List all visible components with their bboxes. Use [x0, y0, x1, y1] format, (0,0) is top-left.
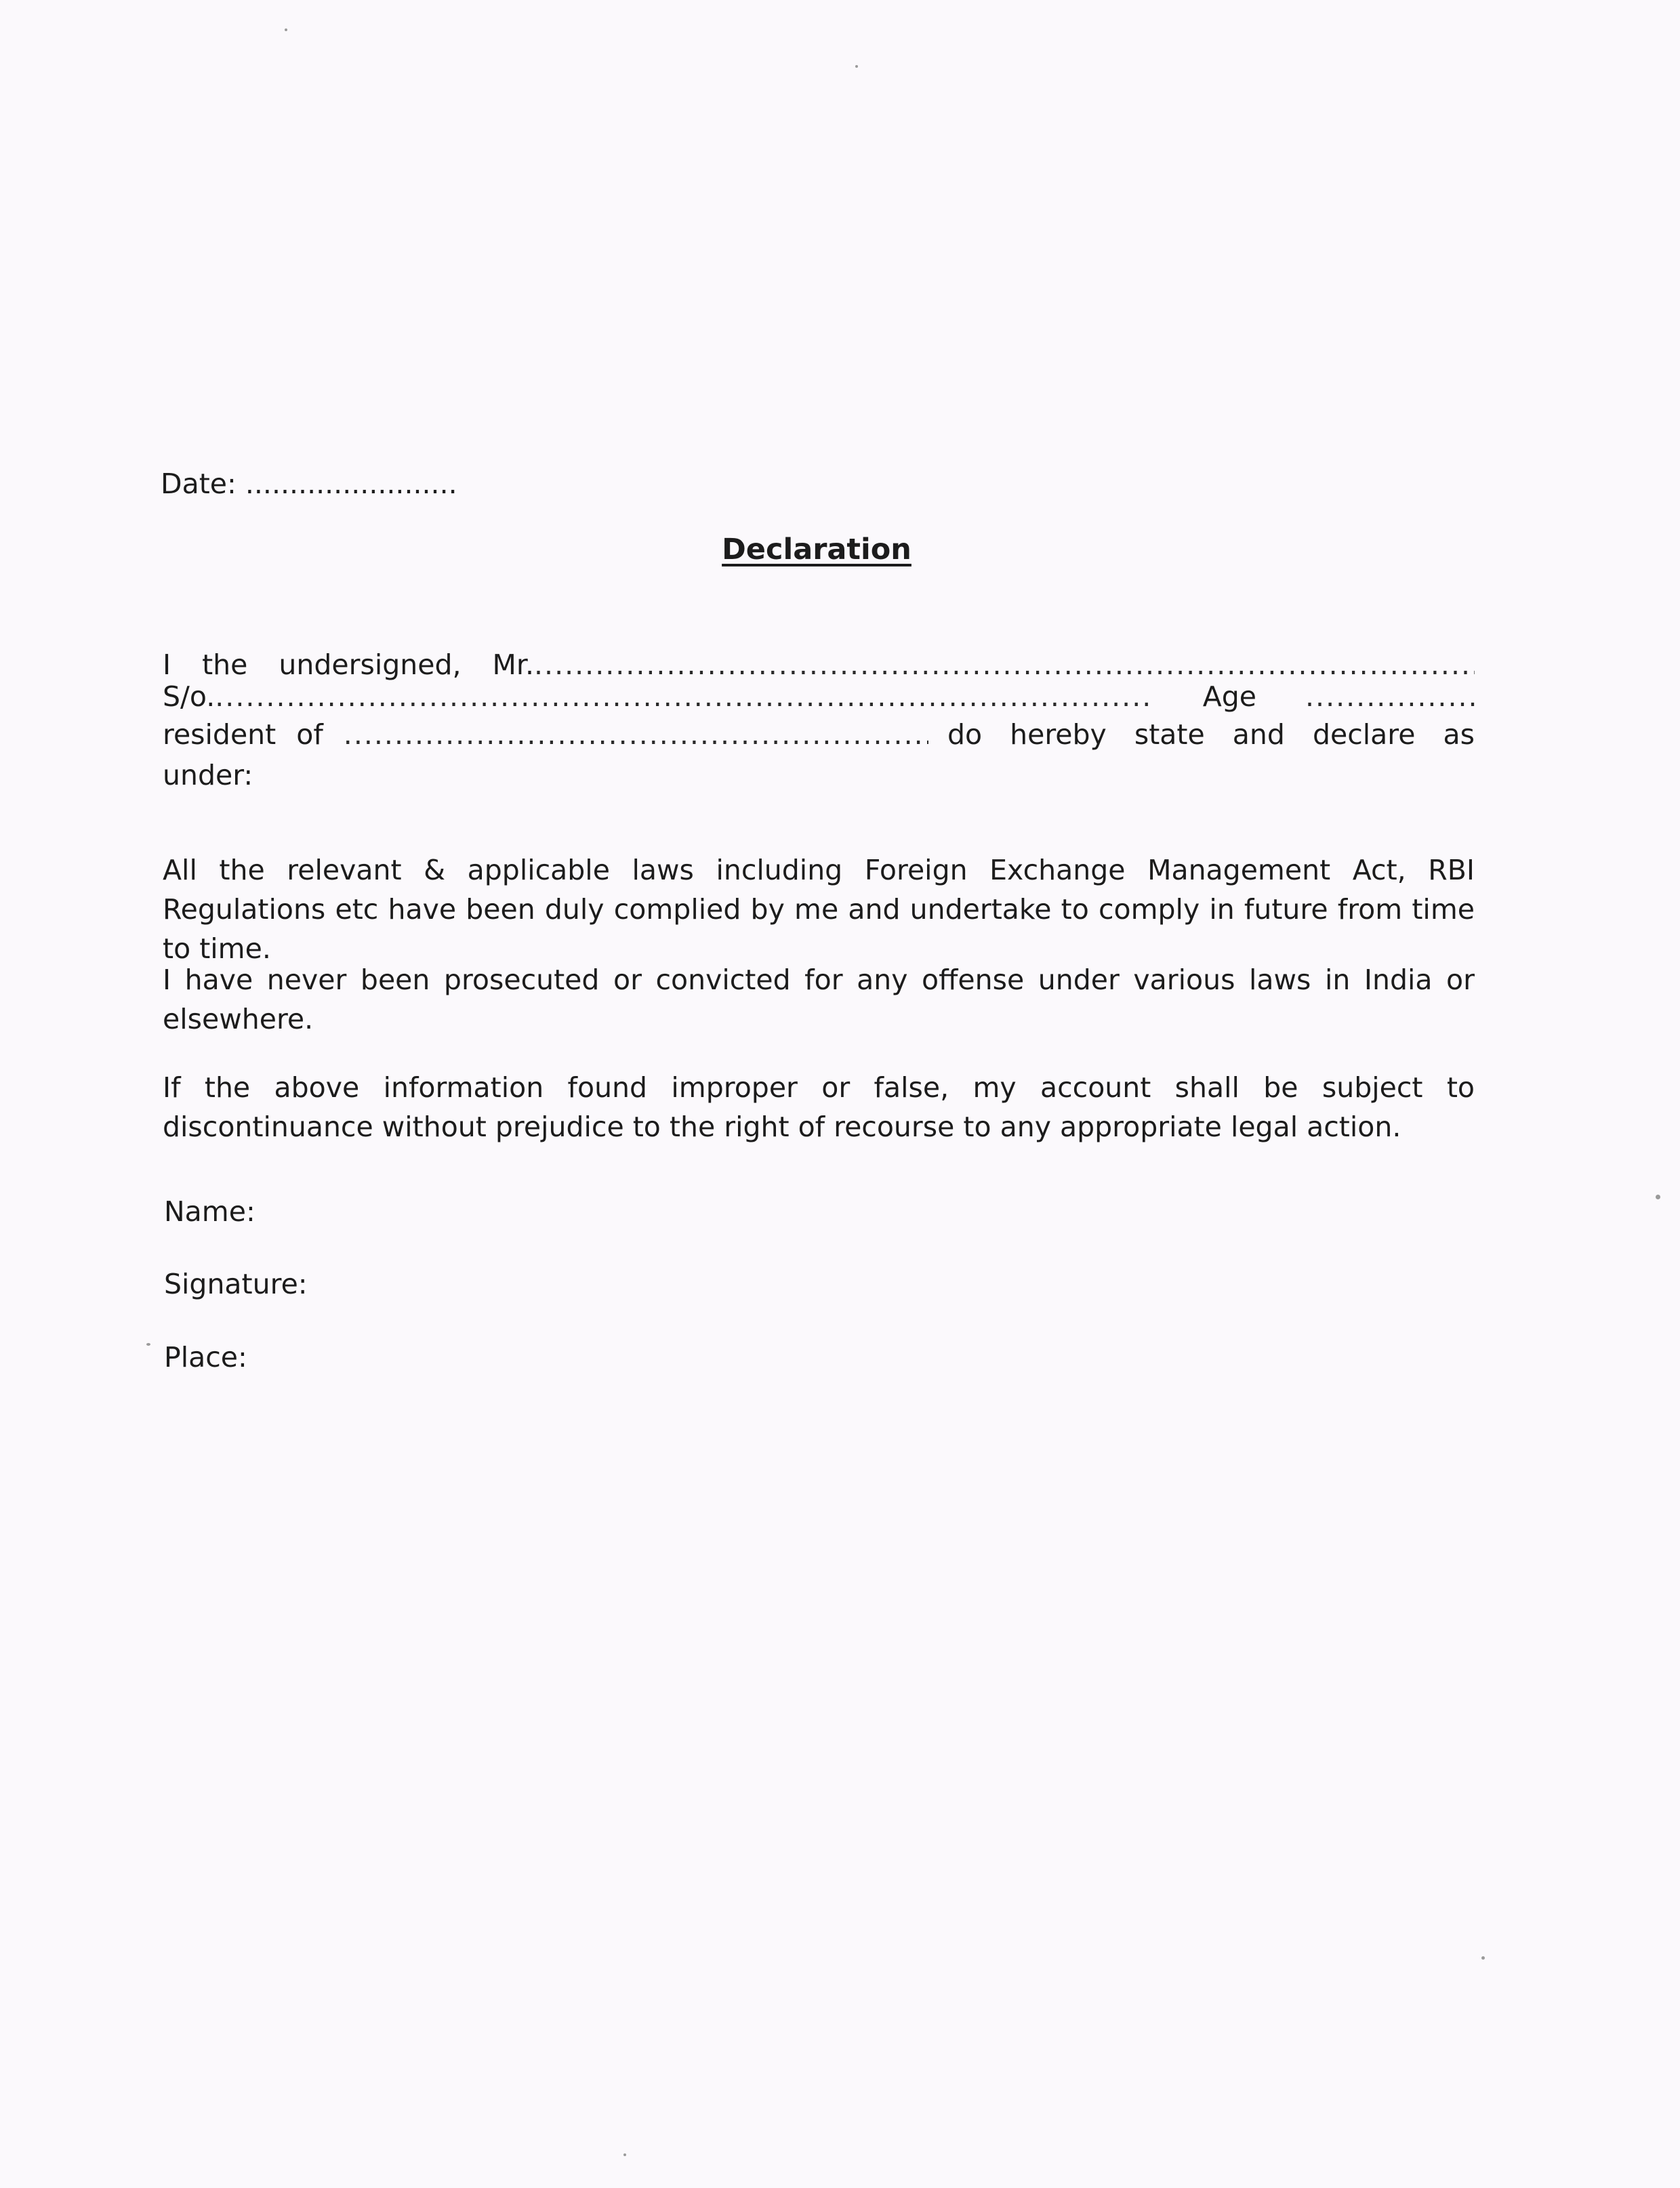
intro-word: as — [1443, 718, 1475, 751]
name-blank — [534, 647, 1475, 682]
residence-blank — [344, 717, 928, 752]
intro-word: hereby — [1010, 718, 1107, 751]
scan-speck — [1656, 1195, 1660, 1199]
age-label: Age — [1202, 680, 1256, 713]
date-label: Date: — [161, 468, 237, 500]
son-of-label: S/o. — [163, 680, 216, 713]
signature-field-label: Signature: — [164, 1268, 308, 1300]
scan-speck — [146, 1343, 150, 1346]
intro-word: undersigned, — [279, 648, 462, 681]
intro-word: declare — [1312, 718, 1416, 751]
intro-line-3-tail — [928, 717, 1475, 752]
intro-word: of — [296, 718, 323, 751]
scan-speck — [623, 2153, 626, 2156]
prosecution-paragraph: I have never been prosecuted or convicted for any offense under various laws in India or elsewhere. — [163, 964, 1475, 1035]
name-field-label: Name: — [164, 1195, 255, 1228]
intro-word: do — [947, 718, 983, 751]
intro-word: the — [202, 648, 248, 681]
mr-label: Mr. — [492, 648, 535, 681]
intro-word: and — [1232, 718, 1285, 751]
scan-speck — [285, 28, 287, 31]
intro-word: state — [1134, 718, 1205, 751]
place-field-label: Place: — [164, 1341, 247, 1374]
scan-speck — [1481, 1956, 1485, 1960]
compliance-paragraph: All the relevant & applicable laws including Foreign Exchange Management Act, RBI Regulations etc have been duly complied by me and undertake to comply in future from time to time. — [163, 854, 1475, 965]
intro-line-2 — [163, 679, 1475, 714]
document-title: Declaration — [722, 533, 911, 566]
age-blank — [1305, 679, 1475, 714]
intro-line-4: under: — [163, 759, 253, 791]
intro-word: resident — [163, 718, 276, 751]
intro-line-3 — [163, 717, 1475, 752]
father-name-blank — [215, 679, 1153, 714]
intro-line-1 — [163, 647, 1475, 682]
scan-speck — [855, 65, 858, 68]
consequence-paragraph: If the above information found improper or false, my account shall be subject to discontinuance without prejudice to the right of recourse to any appropriate legal action. — [163, 1071, 1475, 1143]
date-blank: ........................ — [245, 468, 457, 500]
intro-word: I — [163, 648, 171, 681]
date-line — [161, 466, 457, 501]
